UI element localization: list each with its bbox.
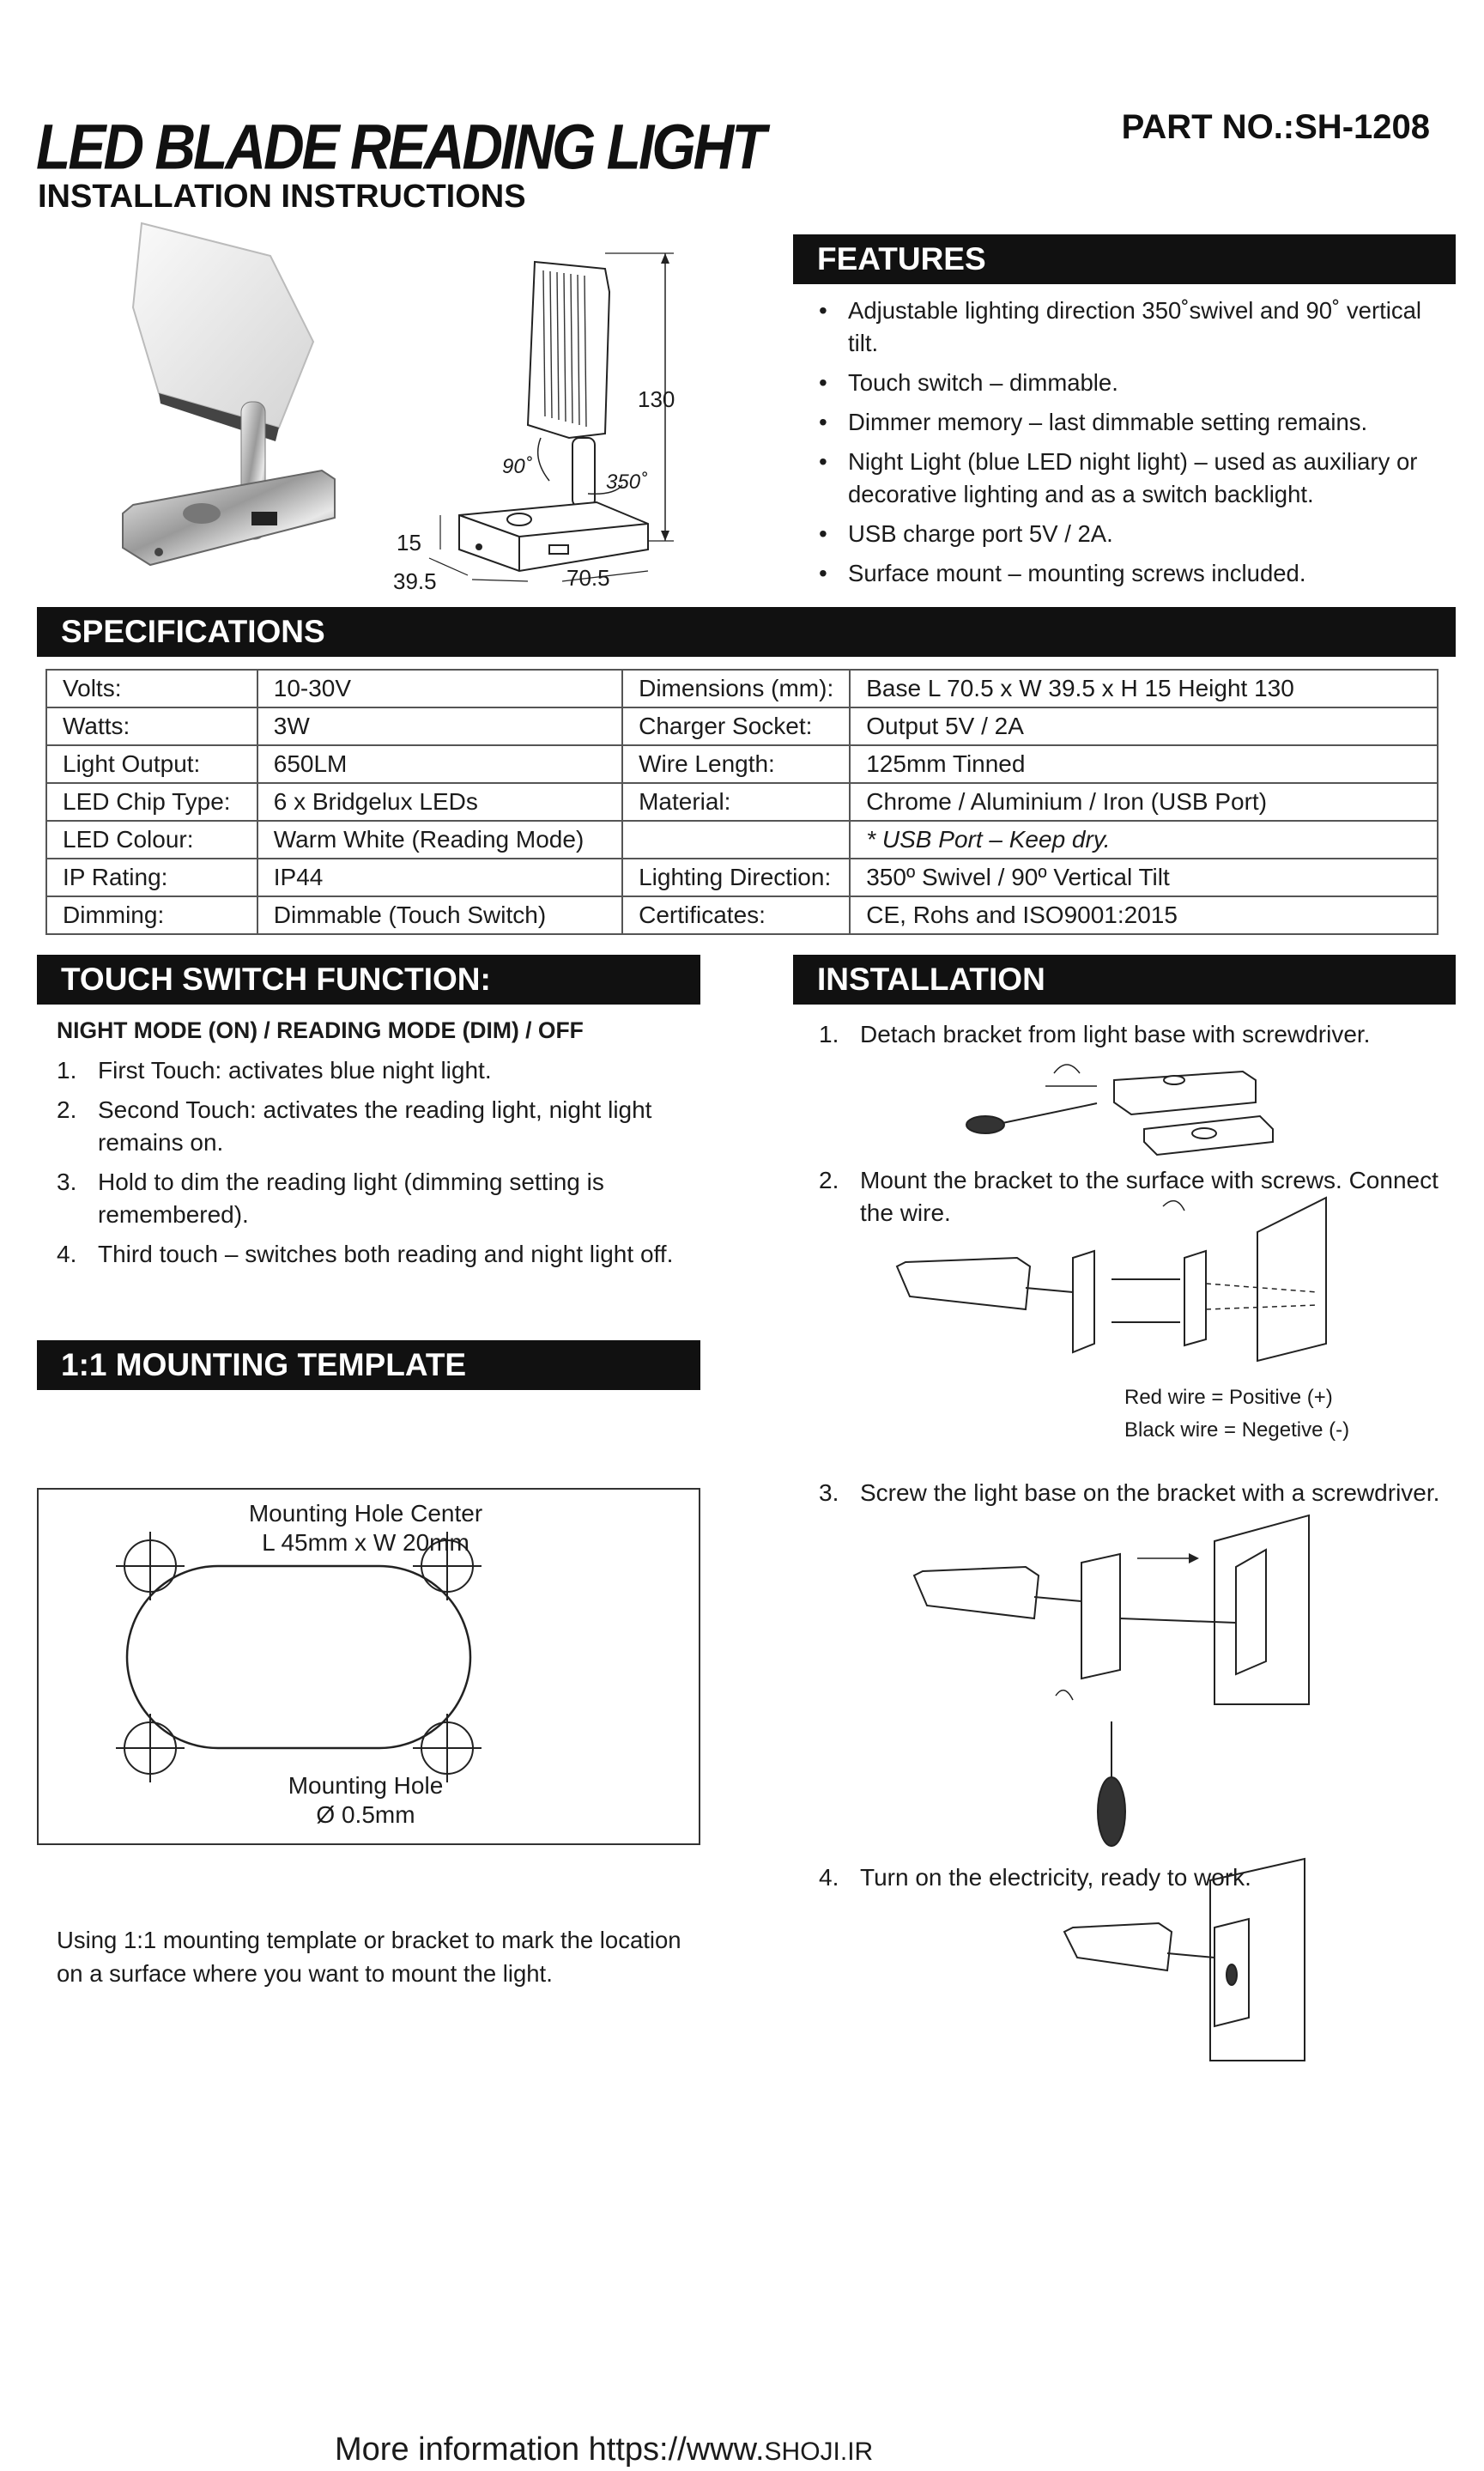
step2-illustration bbox=[888, 1198, 1335, 1378]
spec-label: Lighting Direction: bbox=[622, 859, 850, 896]
installation-step bbox=[819, 1018, 1454, 1051]
spec-label: IP Rating: bbox=[46, 859, 257, 896]
touch-switch-heading: TOUCH SWITCH FUNCTION: bbox=[37, 955, 700, 1005]
features-list bbox=[793, 294, 1454, 597]
step-text: Screw the light base on the bracket with a screwdriver. bbox=[860, 1479, 1440, 1506]
spec-value: Warm White (Reading Mode) bbox=[257, 821, 622, 859]
mode-line: NIGHT MODE (ON) / READING MODE (DIM) / OFF bbox=[57, 1017, 584, 1043]
step-text: Hold to dim the reading light (dimming setting is remembered). bbox=[98, 1169, 604, 1228]
table-row bbox=[46, 707, 1438, 745]
specifications-table bbox=[45, 669, 1439, 935]
spec-label: Certificates: bbox=[622, 896, 850, 934]
spec-value: IP44 bbox=[257, 859, 622, 896]
table-row bbox=[46, 670, 1438, 707]
step-number: 1. bbox=[57, 1057, 77, 1084]
footer-text: More information https://www. bbox=[335, 2432, 765, 2468]
list-item bbox=[57, 1094, 700, 1159]
step1-illustration bbox=[960, 1047, 1286, 1159]
step-number: 2. bbox=[819, 1167, 839, 1193]
product-title: LED BLADE READING LIGHT bbox=[36, 111, 764, 182]
spec-label: Watts: bbox=[46, 707, 257, 745]
spec-value: 650LM bbox=[257, 745, 622, 783]
spec-value: 10-30V bbox=[257, 670, 622, 707]
spec-note: * USB Port – Keep dry. bbox=[850, 821, 1438, 859]
spec-value: Dimmable (Touch Switch) bbox=[257, 896, 622, 934]
feature-item: • Night Light (blue LED night light) – used as auxiliary or decorative lighting and as a switch backlight. bbox=[793, 446, 1454, 511]
wire-red-label: Red wire = Positive (+) bbox=[1124, 1386, 1333, 1409]
table-row bbox=[46, 745, 1438, 783]
step-number: 1. bbox=[819, 1021, 839, 1047]
step4-illustration bbox=[1056, 1863, 1313, 2069]
hole-label-line-1: Mounting Hole bbox=[288, 1772, 444, 1799]
product-photo bbox=[116, 222, 339, 582]
specifications-heading: SPECIFICATIONS bbox=[37, 607, 1456, 657]
spec-value: 3W bbox=[257, 707, 622, 745]
dim-height-label: 130 bbox=[638, 386, 675, 412]
table-row bbox=[46, 821, 1438, 859]
dim-width-label: 39.5 bbox=[393, 568, 437, 594]
table-row bbox=[46, 896, 1438, 934]
dim-swivel-label: 350˚ bbox=[606, 471, 648, 494]
table-row bbox=[46, 783, 1438, 821]
list-item bbox=[57, 1238, 700, 1271]
spec-value: 350º Swivel / 90º Vertical Tilt bbox=[850, 859, 1438, 896]
spec-value: CE, Rohs and ISO9001:2015 bbox=[850, 896, 1438, 934]
spec-label bbox=[622, 821, 850, 859]
list-item bbox=[57, 1054, 700, 1087]
spec-label: Dimming: bbox=[46, 896, 257, 934]
step-number: 4. bbox=[57, 1241, 77, 1267]
spec-label: Charger Socket: bbox=[622, 707, 850, 745]
spec-label: Wire Length: bbox=[622, 745, 850, 783]
footer-domain: SHOJI.IR bbox=[764, 2438, 874, 2466]
spec-value: Base L 70.5 x W 39.5 x H 15 Height 130 bbox=[850, 670, 1438, 707]
feature-item: • Dimmer memory – last dimmable setting remains. bbox=[793, 406, 1454, 439]
step-text: First Touch: activates blue night light. bbox=[98, 1057, 492, 1084]
feature-item: • USB charge port 5V / 2A. bbox=[793, 518, 1454, 550]
spec-label: LED Colour: bbox=[46, 821, 257, 859]
template-note: Using 1:1 mounting template or bracket to mark the location on a surface where you want to mount the light. bbox=[57, 1927, 681, 1987]
features-heading: FEATURES bbox=[793, 234, 1456, 284]
step3-illustration bbox=[906, 1524, 1317, 1867]
step-number: 4. bbox=[819, 1864, 839, 1891]
wire-black-label: Black wire = Negetive (-) bbox=[1124, 1418, 1350, 1442]
part-number: PART NO.:SH-1208 bbox=[1121, 108, 1430, 146]
mounting-template-heading: 1:1 MOUNTING TEMPLATE bbox=[37, 1340, 700, 1390]
mounting-hole-label bbox=[237, 1771, 494, 1830]
table-row bbox=[46, 859, 1438, 896]
step-text: Second Touch: activates the reading light, night light remains on. bbox=[98, 1096, 652, 1156]
spec-label: Dimensions (mm): bbox=[622, 670, 850, 707]
installation-step bbox=[819, 1477, 1454, 1509]
dimension-drawing bbox=[391, 245, 682, 597]
spec-label: Light Output: bbox=[46, 745, 257, 783]
step-text: Detach bracket from light base with screwdriver. bbox=[860, 1021, 1371, 1047]
installation-heading: INSTALLATION bbox=[793, 955, 1456, 1005]
step-text: Mount the bracket to the surface with screws. Connect the wire. bbox=[860, 1167, 1439, 1226]
step-number: 3. bbox=[819, 1479, 839, 1506]
spec-value: Chrome / Aluminium / Iron (USB Port) bbox=[850, 783, 1438, 821]
hole-label-line-2: Ø 0.5mm bbox=[316, 1801, 415, 1828]
spec-value: 125mm Tinned bbox=[850, 745, 1438, 783]
spec-value: 6 x Bridgelux LEDs bbox=[257, 783, 622, 821]
spec-value: Output 5V / 2A bbox=[850, 707, 1438, 745]
footer-info bbox=[335, 2432, 873, 2468]
dim-length-label: 70.5 bbox=[566, 565, 610, 591]
center-label-line-2: L 45mm x W 20mm bbox=[262, 1529, 469, 1556]
spec-label: Volts: bbox=[46, 670, 257, 707]
document-subtitle: INSTALLATION INSTRUCTIONS bbox=[38, 179, 526, 215]
step-number: 3. bbox=[57, 1169, 77, 1195]
spec-label: LED Chip Type: bbox=[46, 783, 257, 821]
spec-label: Material: bbox=[622, 783, 850, 821]
dim-tilt-label: 90˚ bbox=[502, 455, 532, 478]
list-item bbox=[57, 1166, 700, 1231]
step-text: Turn on the electricity, ready to work. bbox=[860, 1864, 1251, 1891]
feature-item: • Surface mount – mounting screws included. bbox=[793, 557, 1454, 590]
mounting-hole-center-label bbox=[194, 1499, 537, 1557]
touch-switch-steps bbox=[57, 1054, 700, 1278]
step-text: Third touch – switches both reading and night light off. bbox=[98, 1241, 674, 1267]
dim-base-height-label: 15 bbox=[397, 530, 421, 556]
step-number: 2. bbox=[57, 1096, 77, 1123]
feature-item: • Touch switch – dimmable. bbox=[793, 367, 1454, 399]
feature-item: • Adjustable lighting direction 350˚swivel and 90˚ vertical tilt. bbox=[793, 294, 1454, 360]
center-label-line-1: Mounting Hole Center bbox=[248, 1500, 483, 1527]
